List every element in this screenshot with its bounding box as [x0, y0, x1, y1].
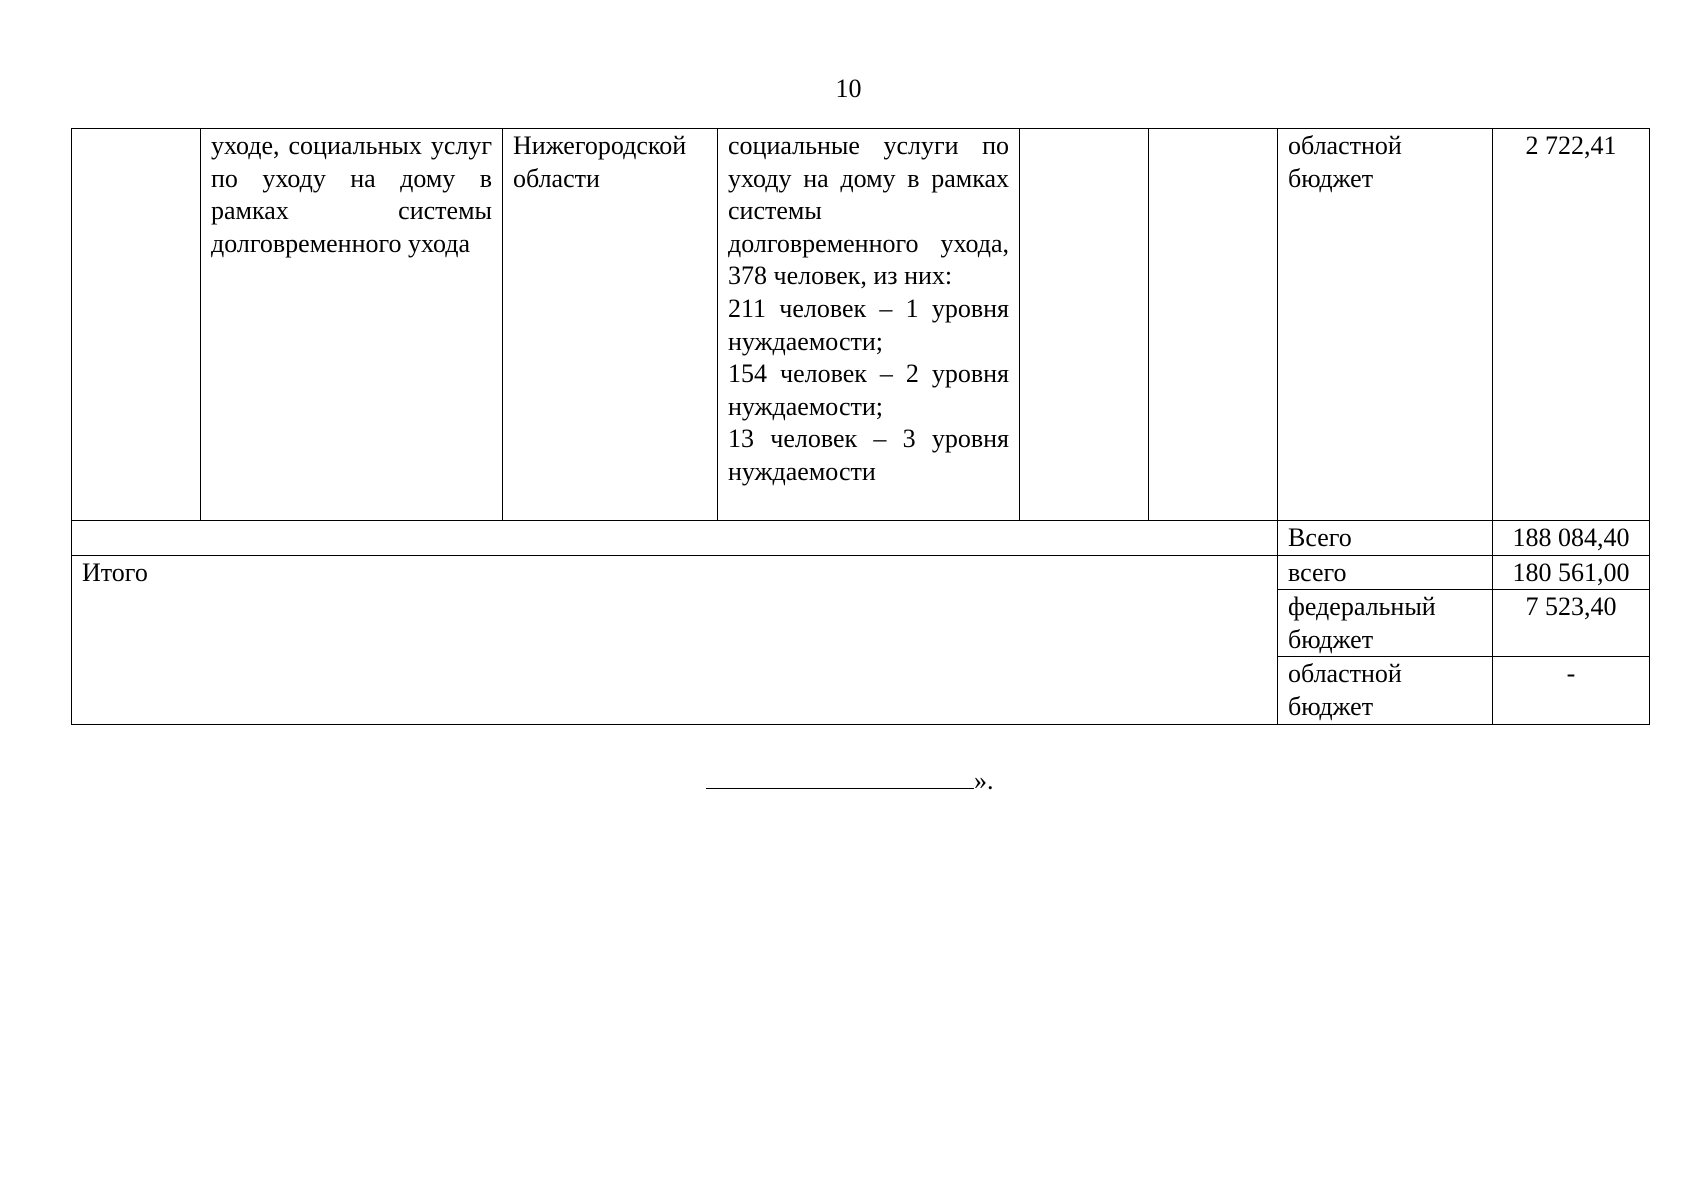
cell-amount: 2 722,41 [1493, 129, 1650, 521]
closing-line [706, 766, 994, 796]
cell-executor: Нижегородской области [503, 129, 718, 521]
cell-empty [72, 521, 1278, 556]
itogo-label: Итого [72, 555, 1278, 724]
cell-number [72, 129, 201, 521]
signature-rule [706, 766, 974, 789]
cell-start [1020, 129, 1149, 521]
table-row-itogo [72, 555, 1650, 590]
table-row [72, 521, 1650, 556]
closing-quote: ». [974, 766, 994, 795]
result-line: 211 человек – 1 уровня нуждаемости; [728, 293, 1009, 356]
cell-end [1149, 129, 1278, 521]
cell-funding-source: Всего [1278, 521, 1493, 556]
cell-amount: 7 523,40 [1493, 590, 1650, 657]
cell-funding-source: федеральный бюджет [1278, 590, 1493, 657]
result-line: социальные услуги по уходу на дому в рамках системы долговременного ухода, 378 человек, из них: [728, 131, 1009, 291]
cell-event-name: уходе, социальных услуг по уходу на дому в рамках системы долговременного ухода [201, 129, 503, 521]
cell-funding-source: областной бюджет [1278, 657, 1493, 724]
cell-amount: 180 561,00 [1493, 555, 1650, 590]
budget-table [71, 128, 1650, 725]
cell-amount: 188 084,40 [1493, 521, 1650, 556]
cell-funding-source: областной бюджет [1278, 129, 1493, 521]
cell-amount: - [1493, 657, 1650, 724]
cell-funding-source: всего [1278, 555, 1493, 590]
result-line: 13 человек – 3 уровня нуждаемости [728, 424, 1009, 486]
table-row [72, 129, 1650, 521]
page-number: 10 [835, 74, 862, 103]
cell-result [718, 129, 1020, 521]
result-line: 154 человек – 2 уровня нуждаемости; [728, 359, 1009, 421]
